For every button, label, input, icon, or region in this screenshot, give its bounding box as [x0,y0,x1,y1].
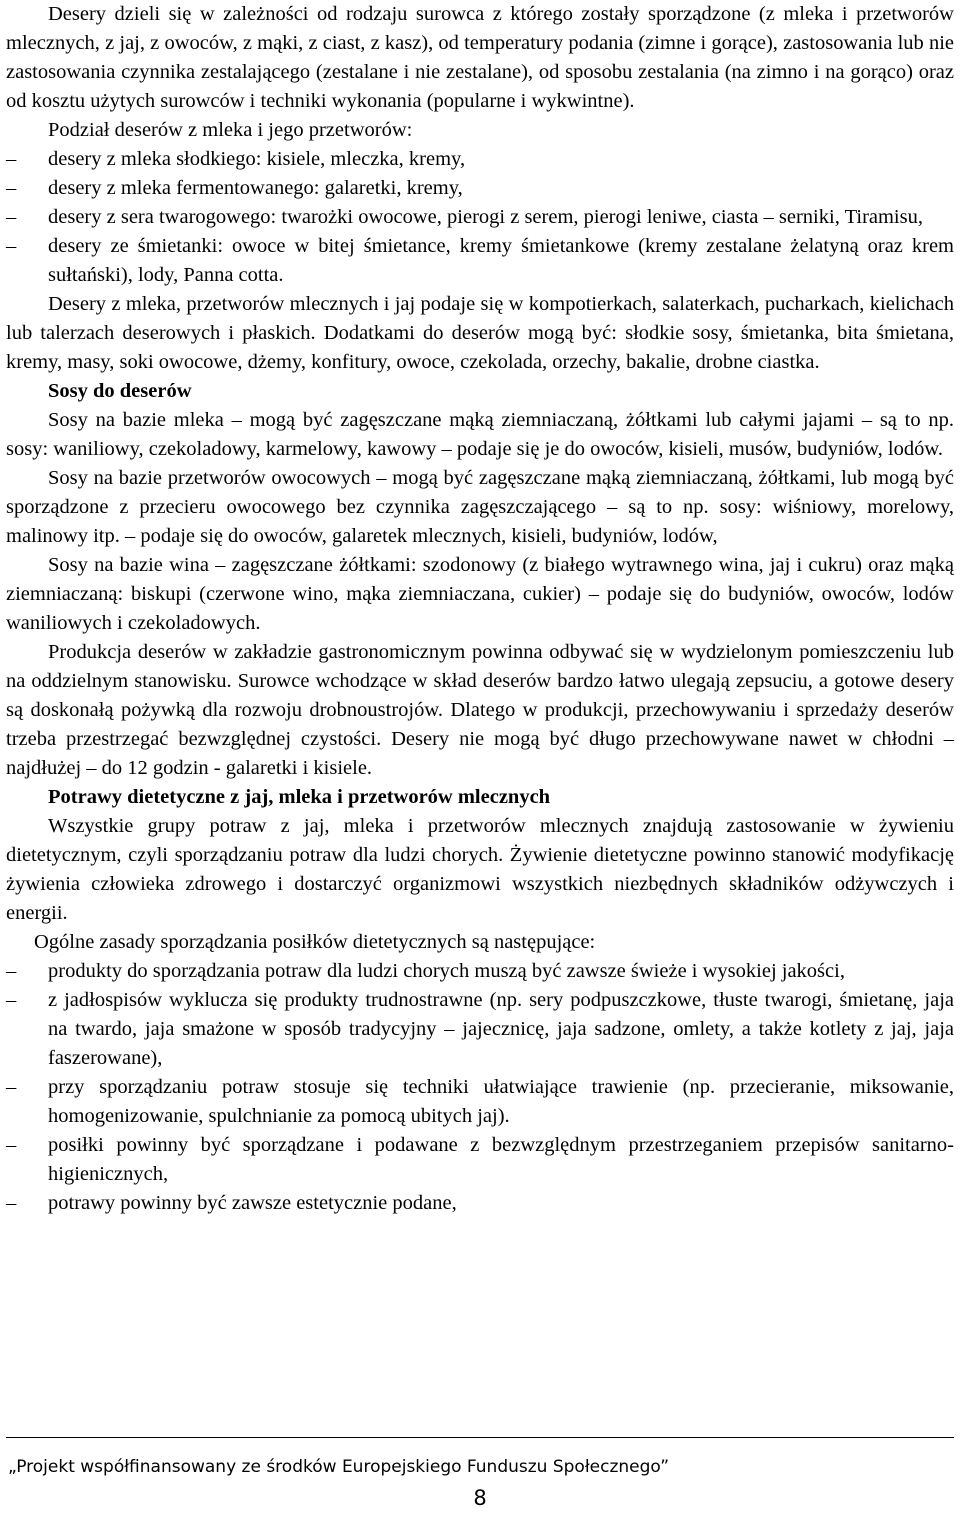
page-footer [0,1437,960,1510]
section-heading-diet: Potrawy dietetyczne z jaj, mleka i przetworów mlecznych [48,786,551,808]
dash-bullet: – [6,235,17,257]
dash-bullet: – [6,1076,17,1098]
dash-bullet: – [6,148,17,170]
list-item: – potrawy powinny być zawsze estetycznie podane, [6,1189,954,1218]
section-heading-sauces: Sosy do deserów [48,380,192,402]
footer-funding-note: „Projekt współfinansowany ze środków Europejskiego Funduszu Społecznego” [8,1457,670,1477]
diet-rules-list [6,957,954,1218]
list-item: – desery z mleka słodkiego: kisiele, mleczka, kremy, [6,145,954,174]
dash-bullet: – [6,1134,17,1156]
paragraph-production: Produkcja deserów w zakładzie gastronomicznym powinna odbywać się w wydzielonym pomieszczeniu lub na oddzielnym stanowisku. Surowce wchodzące w skład deserów bardzo łatwo ulegają zepsuciu, a gotowe desery są doskonałą pożywką dla rozwoju drobnoustrojów. Dlatego w produkcji, przechowywaniu i sprzedaży deserów trzeba przestrzegać bezwzględnej czystości. Desery nie mogą być długo przechowywane nawet w chłodni – najdłużej – do 12 godzin - galaretki i kisiele. [6,641,954,779]
list-item: – produkty do sporządzania potraw dla ludzi chorych muszą być zawsze świeże i wysokiej jakości, [6,957,954,986]
paragraph-milk-desserts-heading: Podział deserów z mleka i jego przetworów: [48,119,413,141]
footer-divider [6,1437,954,1438]
paragraph-serving: Desery z mleka, przetworów mlecznych i jaj podaje się w kompotierkach, salaterkach, pucharkach, kielichach lub talerzach deserowych i płaskich. Dodatkami do deserów mogą być: słodkie sosy, śmietanka, bita śmietana, kremy, masy, soki owocowe, dżemy, konfitury, owoce, czekolada, orzechy, bakalie, drobne ciastka. [6,293,954,373]
paragraph-fruit-sauces: Sosy na bazie przetworów owocowych – mogą być zagęszczane mąką ziemniaczaną, żółtkami, lub mogą być sporządzone z przecieru owocowego bez czynnika zagęszczającego – są to np. sosy: wiśniowy, morelowy, malinowy itp. – podaje się do owoców, galaretek mlecznych, kisieli, budyniów, lodów, [6,467,954,547]
list-item: – posiłki powinny być sporządzane i podawane z bezwzględnym przestrzeganiem przepisów sanitarno-higienicznych, [6,1131,954,1189]
list-item: – z jadłospisów wyklucza się produkty trudnostrawne (np. sery podpuszczkowe, tłuste twarogi, śmietanę, jaja na twardo, jaja smażone w sposób tradycyjny – jajecznicę, jaja sadzone, omlety, a także kotlety z jaj, jaja faszerowane), [6,986,954,1073]
paragraph-diet-rules-heading: Ogólne zasady sporządzania posiłków dietetycznych są następujące: [34,931,596,953]
list-item: – desery z mleka fermentowanego: galaretki, kremy, [6,174,954,203]
dash-bullet: – [6,1192,17,1214]
dash-bullet: – [6,989,17,1011]
page-number: 8 [473,1486,487,1510]
paragraph-wine-sauces: Sosy na bazie wina – zagęszczane żółtkami: szodonowy (z białego wytrawnego wina, jaj i cukru) oraz mąką ziemniaczaną: biskupi (czerwone wino, mąka ziemniaczana, cukier) – podaje się do budyniów, owoców, lodów waniliowych i czekoladowych. [6,554,954,634]
paragraph-milk-sauces: Sosy na bazie mleka – mogą być zagęszczane mąką ziemniaczaną, żółtkami lub całymi jajami – są to np. sosy: waniliowy, czekoladowy, karmelowy, kawowy – podaje się je do owoców, kisieli, musów, budyniów, lodów. [6,409,954,460]
dash-bullet: – [6,960,17,982]
list-item: – desery ze śmietanki: owoce w bitej śmietance, kremy śmietankowe (kremy zestalane żelatyną oraz krem sułtański), lody, Panna cotta. [6,232,954,290]
dash-bullet: – [6,206,17,228]
milk-desserts-list [6,145,954,290]
paragraph-diet: Wszystkie grupy potraw z jaj, mleka i przetworów mlecznych znajdują zastosowanie w żywieniu dietetycznym, czyli sporządzaniu potraw dla ludzi chorych. Żywienie dietetyczne powinno stanowić modyfikację żywienia człowieka zdrowego i dostarczyć organizmowi wszystkich niezbędnych składników odżywczych i energii. [6,815,954,924]
paragraph-intro: Desery dzieli się w zależności od rodzaju surowca z którego zostały sporządzone (z mleka i przetworów mlecznych, z jaj, z owoców, z mąki, z ciast, z kasz), od temperatury podania (zimne i gorące), zastosowania lub nie zastosowania czynnika zestalającego (zestalane i nie zestalane), od sposobu zestalania (na zimno i na gorąco) oraz od kosztu użytych surowców i techniki wykonania (popularne i wykwintne). [6,3,954,112]
document-body [6,0,954,1218]
list-item: – desery z sera twarogowego: twarożki owocowe, pierogi z serem, pierogi leniwe, ciasta – serniki, Tiramisu, [6,203,954,232]
list-item: – przy sporządzaniu potraw stosuje się techniki ułatwiające trawienie (np. przecieranie, miksowanie, homogenizowanie, spulchnianie za pomocą ubitych jaj). [6,1073,954,1131]
dash-bullet: – [6,177,17,199]
